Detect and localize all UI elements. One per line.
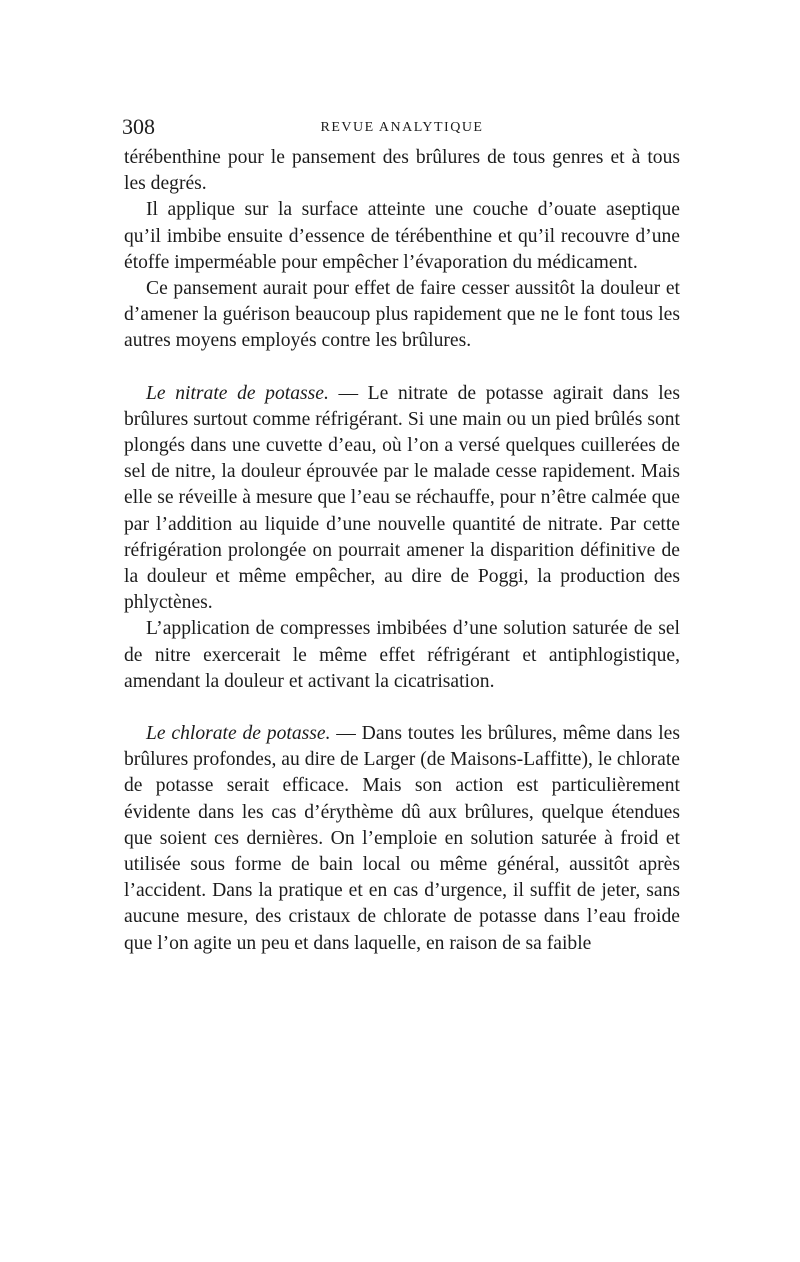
section-lead-nitrate: Le nitrate de potasse. xyxy=(146,382,329,404)
paragraph-text: Il applique sur la surface atteinte une couche d’ouate aseptique qu’il imbibe ensuite d’essence de térébenthine et qu’il recouvre d’une étoffe imperméable pour empêcher l’évaporation du médicament. xyxy=(124,199,680,273)
page-number: 308 xyxy=(122,114,155,139)
paragraph-text: térébenthine pour le pansement des brûlures de tous genres et à tous les degrés. xyxy=(124,147,680,195)
paragraph-text: — Dans toutes les brûlures, même dans les brûlures profondes, au dire de Larger (de Maisons-Laffitte), le chlorate de potasse serait efficace. Mais son action est particulièrement évidente dans les cas d’érythème dû aux brûlures, quelque étendues que soient ces dernières. On l’emploie en solution saturée à froid et utilisée sous forme de bain local ou même général, aussitôt après l’accident. Dans la pratique et en cas d’urgence, il suffit de jeter, sans aucune mesure, des cristaux de chlorate de potasse dans l’eau froide que l’on agite un peu et dans laquelle, en raison de sa faible xyxy=(124,723,681,954)
body-text xyxy=(124,145,680,957)
paragraph-compresses xyxy=(124,616,680,695)
paragraph-nitrate xyxy=(124,381,680,617)
paragraph-continuation xyxy=(124,145,680,197)
paragraph-effect xyxy=(124,276,680,355)
book-page xyxy=(124,113,680,957)
paragraph-text: Ce pansement aurait pour effet de faire cesser aussitôt la douleur et d’amener la guérison beaucoup plus rapidement que ne le font tous les autres moyens employés contre les brûlures. xyxy=(124,278,680,352)
running-head xyxy=(124,113,680,145)
paragraph-text: — Le nitrate de potasse agirait dans les brûlures surtout comme réfrigérant. Si une main ou un pied brûlés sont plongés dans une cuvette d’eau, où l’on a versé quelques cuillerées de sel de nitre, la douleur éprouvée par le malade cesse rapidement. Mais elle se réveille à mesure que l’eau se réchauffe, pour n’être calmée que par l’addition au liquide d’une nouvelle quantité de nitrate. Par cette réfrigération prolongée on pourrait amener la disparition définitive de la douleur et même empêcher, au dire de Poggi, la production des phlyctènes. xyxy=(124,382,680,614)
running-title: REVUE ANALYTIQUE xyxy=(320,120,484,135)
paragraph-chlorate xyxy=(124,721,680,957)
paragraph-text: L’application de compresses imbibées d’une solution saturée de sel de nitre exercerait le même effet réfrigérant et antiphlogistique, amendant la douleur et activant la cicatrisation. xyxy=(124,618,680,692)
paragraph-application xyxy=(124,197,680,276)
section-lead-chlorate: Le chlorate de potasse. xyxy=(146,723,331,745)
